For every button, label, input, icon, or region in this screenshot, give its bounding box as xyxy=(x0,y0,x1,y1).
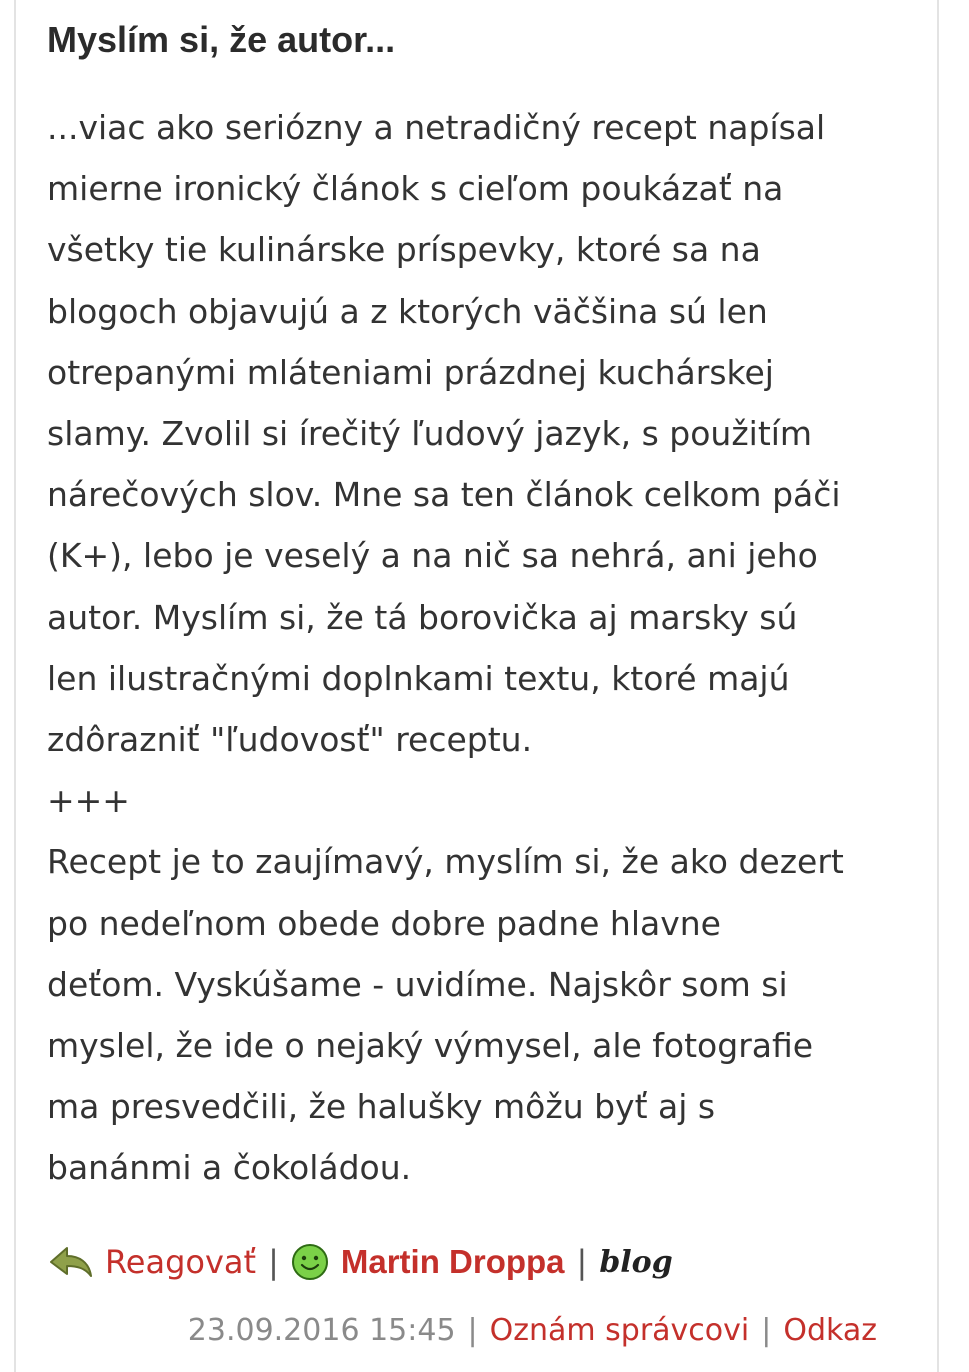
comment-card xyxy=(14,0,939,1372)
comment-line: mierne ironický článok s cieľom poukázať na xyxy=(47,169,784,209)
comment-line: nárečových slov. Mne sa ten článok celkom páči xyxy=(47,475,841,515)
comment-line: slamy. Zvolil si írečitý ľudový jazyk, s použitím xyxy=(47,414,813,454)
comment-line: blogoch objavujú a z ktorých väčšina sú len xyxy=(47,291,768,331)
separator: | xyxy=(761,1312,772,1348)
comment-meta xyxy=(188,1306,877,1354)
comment-line: (K+), lebo je veselý a na nič sa nehrá, ani jeho xyxy=(47,536,818,576)
reply-arrow-icon[interactable] xyxy=(47,1242,95,1282)
reply-link[interactable]: Reagovať xyxy=(105,1243,257,1281)
comment-line: zdôrazniť "ľudovosť" receptu. xyxy=(47,720,533,760)
comment-title: Myslím si, že autor... xyxy=(47,19,396,60)
comment-datetime: 23.09.2016 15:45 xyxy=(187,1312,456,1348)
comment-line: len ilustračnými doplnkami textu, ktoré majú xyxy=(47,658,790,698)
comment-body xyxy=(47,97,927,1199)
comment-line: všetky tie kulinárske príspevky, ktoré sa na xyxy=(47,230,761,270)
separator: | xyxy=(268,1243,279,1281)
comment-line: otrepanými mláteniami prázdnej kuchárskej xyxy=(47,352,774,392)
comment-line: ma presvedčili, že halušky môžu byť aj s xyxy=(47,1087,716,1127)
separator: | xyxy=(576,1243,588,1281)
author-link[interactable]: Martin Droppa xyxy=(340,1243,565,1280)
comment-line: banánmi a čokoládou. xyxy=(47,1148,412,1188)
report-to-admin-link[interactable]: Oznám správcovi xyxy=(489,1312,750,1348)
permalink-link[interactable]: Odkaz xyxy=(783,1312,877,1348)
comment-line: autor. Myslím si, že tá borovička aj marsky sú xyxy=(47,597,798,637)
comment-line: +++ xyxy=(47,781,130,821)
comment-line: deťom. Vyskúšame - uvidíme. Najskôr som si xyxy=(47,964,788,1004)
author-blog-link[interactable]: blog xyxy=(599,1244,673,1280)
smiley-icon xyxy=(291,1243,329,1281)
comment-line: myslel, že ide o nejaký výmysel, ale fotografie xyxy=(47,1026,814,1066)
comment-line: po nedeľnom obede dobre padne hlavne xyxy=(47,903,721,943)
comment-actions xyxy=(47,1236,673,1288)
comment-line: ...viac ako seriózny a netradičný recept napísal xyxy=(47,108,826,147)
comment-line: Recept je to zaujímavý, myslím si, že ako dezert xyxy=(47,842,844,882)
separator: | xyxy=(467,1312,478,1348)
